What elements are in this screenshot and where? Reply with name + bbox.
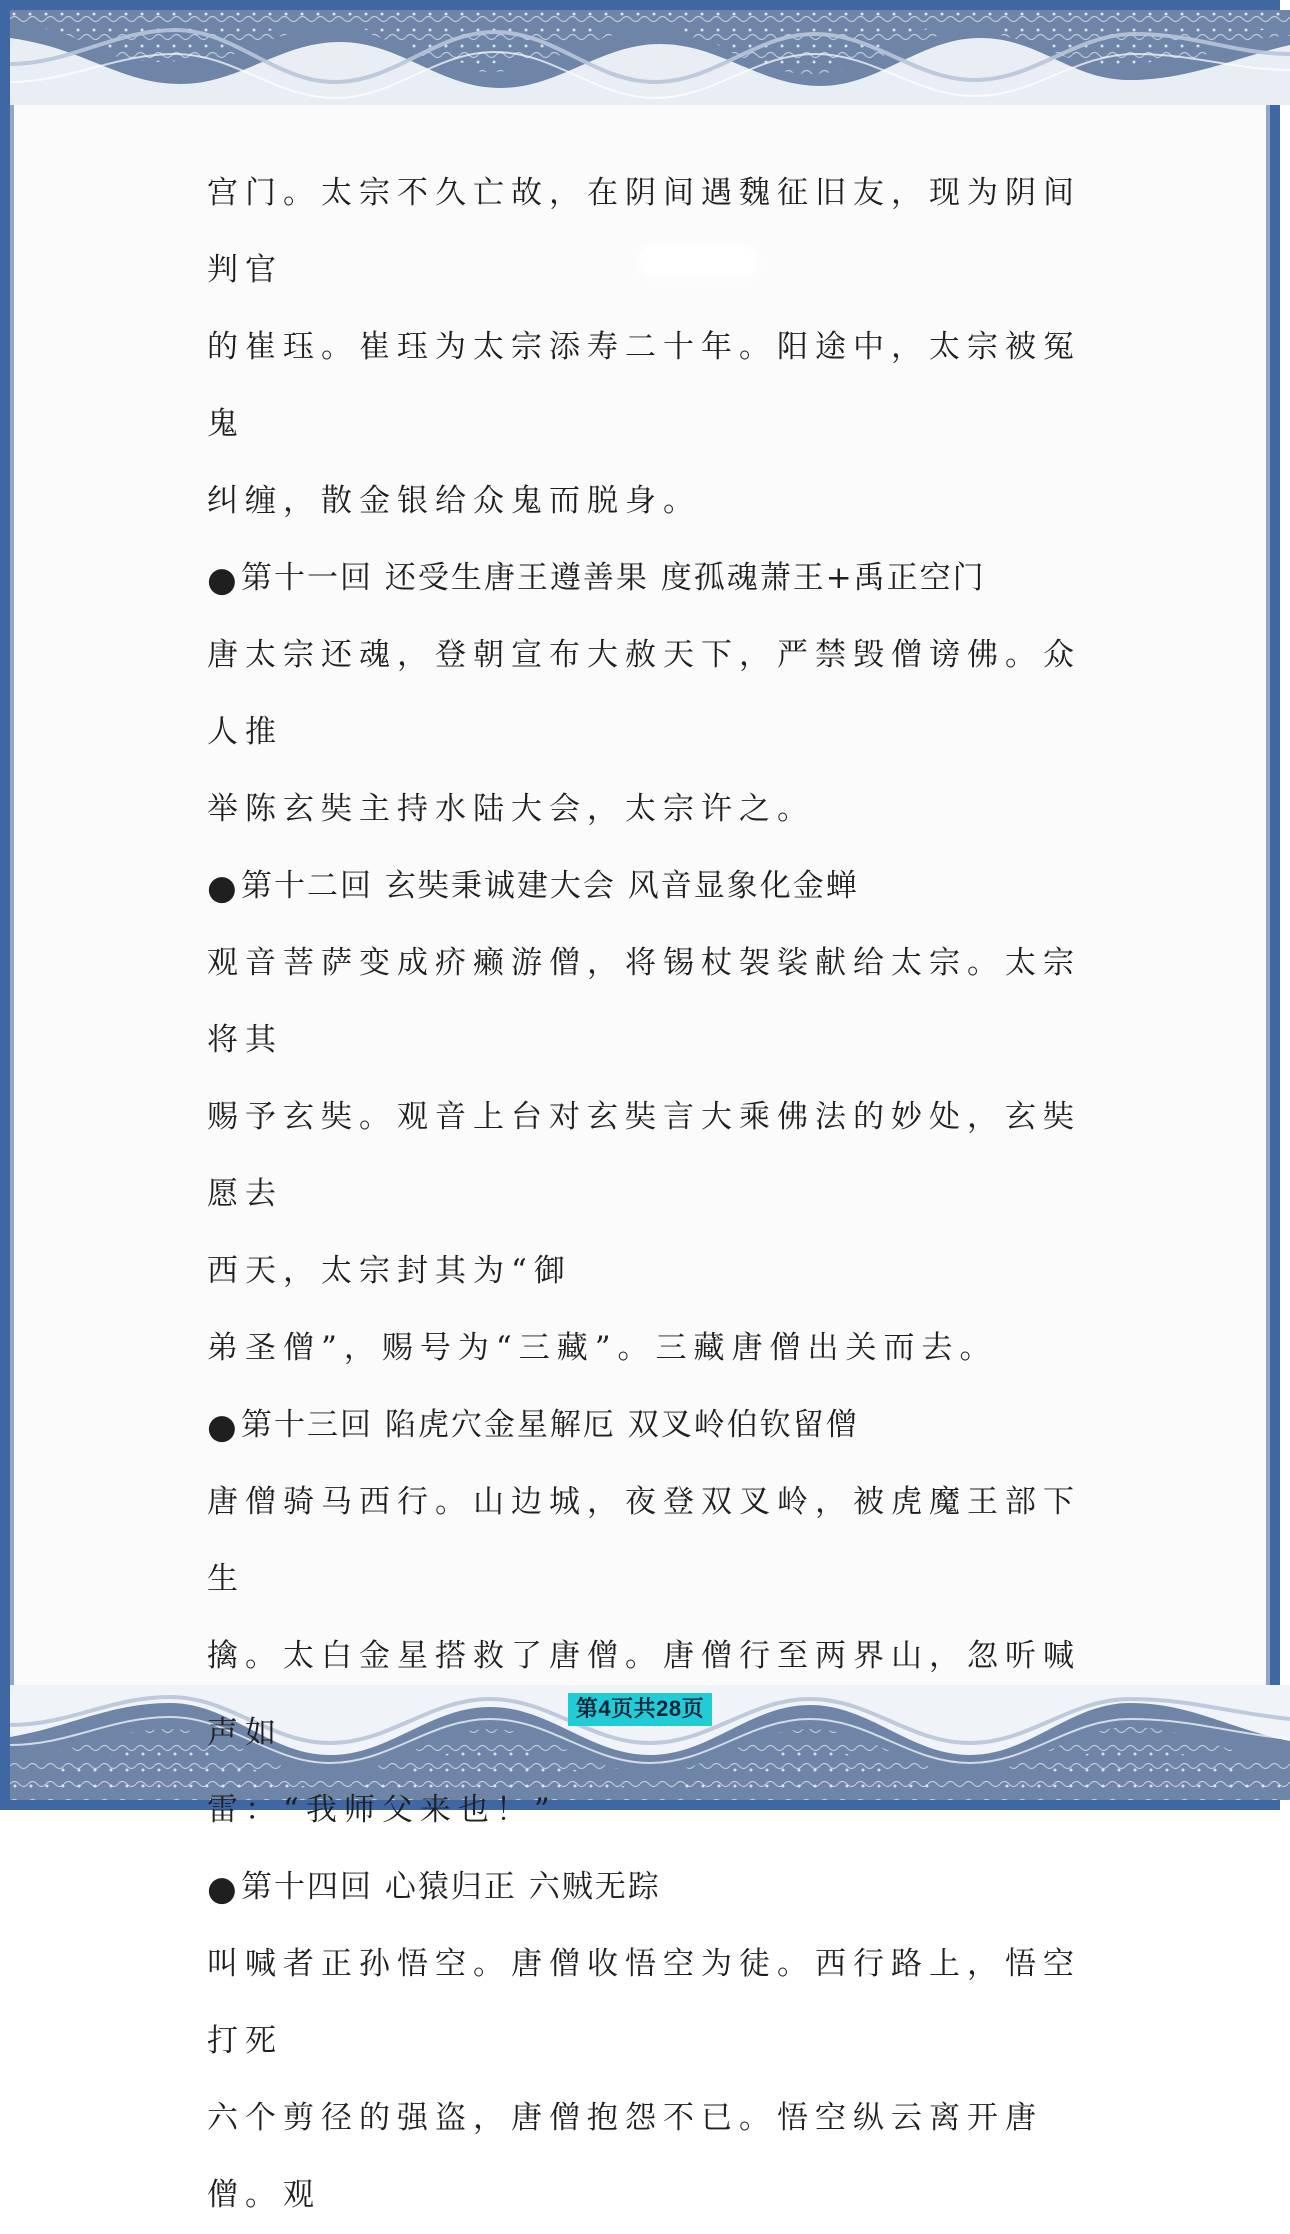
black-circle-bullet-icon: ●	[207, 1869, 239, 1909]
top-wave-border	[10, 10, 1270, 105]
chapter-title: 第十一回 还受生唐王遵善果 度孤魂萧王+禹正空门	[241, 560, 986, 596]
paragraph-line: 赐予玄奘。观音上台对玄奘言大乘佛法的妙处，玄奘愿去	[207, 1099, 1081, 1212]
chapter-heading-11	[207, 540, 1102, 617]
paragraph-line: 的崔珏。崔珏为太宗添寿二十年。阳途中，太宗被冤鬼	[207, 329, 1081, 442]
paragraph-line: 弟圣僧”，赐号为“三藏”。三藏唐僧出关而去。	[207, 1330, 998, 1366]
paragraph-line: 雷：“我师父来也！”	[207, 1792, 557, 1828]
paragraph-line: 叫喊者正孙悟空。唐僧收悟空为徒。西行路上，悟空打死	[207, 1946, 1081, 2059]
chapter-paragraph-11	[207, 617, 1102, 848]
page-footer	[10, 1693, 1270, 1726]
chapter-paragraph-14	[207, 1926, 1102, 2234]
chapter-title: 第十三回 陷虎穴金星解厄 双叉岭伯钦留僧	[241, 1407, 859, 1443]
chapter-title: 第十二回 玄奘秉诚建大会 风音显象化金蝉	[241, 868, 859, 904]
black-circle-bullet-icon: ●	[207, 1407, 239, 1447]
paragraph-line: 西天，太宗封其为“御	[207, 1253, 572, 1289]
paragraph-line: 擒。太白金星搭救了唐僧。唐僧行至两界山，忽听喊声如	[207, 1638, 1081, 1751]
paragraph-line: 六个剪径的强盗，唐僧抱怨不已。悟空纵云离开唐僧。观	[207, 2100, 1043, 2213]
chapter-heading-14	[207, 1849, 1102, 1926]
document-body	[207, 155, 1102, 2234]
paragraph-line: 纠缠，散金银给众鬼而脱身。	[207, 483, 701, 519]
paragraph-line: 观音菩萨变成疥癞游僧，将锡杖袈裟献给太宗。太宗将其	[207, 945, 1081, 1058]
top-wave-pattern	[10, 10, 1290, 105]
chapter-heading-12	[207, 848, 1102, 925]
paragraph-line: 宫门。太宗不久亡故，在阴间遇魏征旧友，现为阴间判官	[207, 175, 1081, 288]
paragraph-line: 举陈玄奘主持水陆大会，太宗许之。	[207, 791, 815, 827]
black-circle-bullet-icon: ●	[207, 560, 239, 600]
paragraph-line: 唐太宗还魂，登朝宣布大赦天下，严禁毁僧谤佛。众人推	[207, 637, 1081, 750]
chapter-heading-13	[207, 1387, 1102, 1464]
chapter-paragraph-13	[207, 1464, 1102, 1849]
chapter-paragraph-12	[207, 925, 1102, 1387]
paragraph-line: 唐僧骑马西行。山边城，夜登双叉岭，被虎魔王部下生	[207, 1484, 1081, 1597]
blurred-text-overlay	[638, 244, 758, 278]
paragraph-previous-chapter	[207, 155, 1102, 540]
page-indicator: 第4页共28页	[568, 1693, 712, 1726]
black-circle-bullet-icon: ●	[207, 868, 239, 908]
chapter-title: 第十四回 心猿归正 六贼无踪	[241, 1869, 661, 1905]
